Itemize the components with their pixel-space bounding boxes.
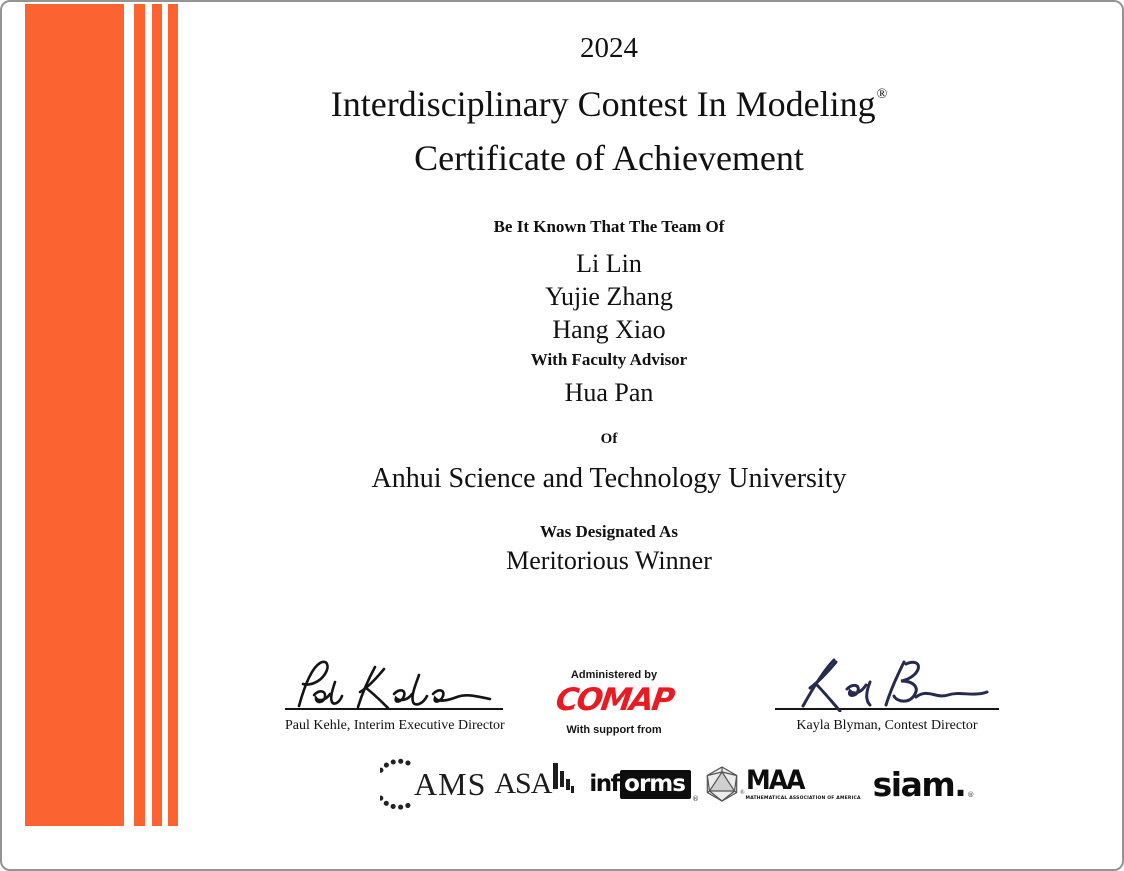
- contest-title-text: Interdisciplinary Contest In Modeling: [330, 84, 876, 124]
- informs-registered-mark: ®: [691, 794, 699, 803]
- maa-label: MAA: [745, 765, 804, 796]
- signature-line-left: [285, 708, 503, 710]
- signature-block-right: [775, 652, 999, 734]
- asa-logo: [494, 767, 575, 801]
- team-member-name-2: Yujie Zhang: [545, 282, 673, 311]
- title-registered-mark: ®: [876, 87, 888, 102]
- comap-logo: COMAP: [553, 682, 675, 718]
- administered-by-label: Administered by: [570, 669, 658, 681]
- accent-stripe-2: [152, 4, 162, 826]
- informs-prefix: inf: [589, 771, 620, 797]
- team-member-name-3: Hang Xiao: [552, 315, 666, 344]
- contest-title: [92, 84, 1124, 124]
- institution-name: Anhui Science and Technology University: [371, 463, 847, 494]
- siam-logo: [872, 764, 975, 804]
- designation-title: Meritorious Winner: [506, 546, 712, 575]
- accent-bar-thick: [25, 4, 124, 826]
- accent-stripe-3: [168, 4, 178, 826]
- informs-logo: [589, 770, 699, 803]
- ams-logo: [380, 758, 486, 810]
- maa-text-column: [746, 767, 861, 801]
- siam-registered-mark: ®: [967, 790, 975, 799]
- certificate-subtitle: Certificate of Achievement: [414, 138, 804, 178]
- maa-registered-mark: ®: [739, 790, 745, 796]
- ams-label: AMS: [414, 765, 487, 802]
- ams-dotted-arc-icon: [380, 758, 412, 810]
- administered-by-block: [529, 669, 699, 736]
- maa-polyhedron-icon: [704, 766, 740, 802]
- asa-label: ASA: [494, 767, 552, 800]
- team-member-name-1: Li Lin: [576, 249, 642, 278]
- advisor-label: With Faculty Advisor: [530, 350, 688, 369]
- maa-caption: MATHEMATICAL ASSOCIATION OF AMERICA: [745, 796, 861, 801]
- designation-label: Was Designated As: [540, 522, 678, 541]
- support-label: With support from: [566, 724, 662, 737]
- signature-right-label: Kayla Blyman, Contest Director: [796, 718, 978, 733]
- signature-block-left: [285, 656, 503, 734]
- informs-box: orms: [620, 770, 691, 799]
- advisor-name: Hua Pan: [564, 378, 654, 407]
- maa-logo: [704, 766, 861, 802]
- accent-stripe-1: [134, 4, 145, 826]
- siam-label: siam.: [872, 764, 966, 804]
- kayla-blyman-signature-icon: [775, 652, 999, 712]
- of-label: Of: [600, 431, 618, 447]
- signature-line-right: [775, 708, 999, 710]
- paul-kehle-signature-icon: [285, 656, 503, 712]
- sponsor-logos-row: [380, 754, 975, 814]
- signature-left-label: Paul Kehle, Interim Executive Director: [285, 718, 505, 733]
- asa-chart-icon: [553, 763, 575, 797]
- year: 2024: [580, 32, 638, 64]
- team-intro-label: Be It Known That The Team Of: [493, 217, 725, 236]
